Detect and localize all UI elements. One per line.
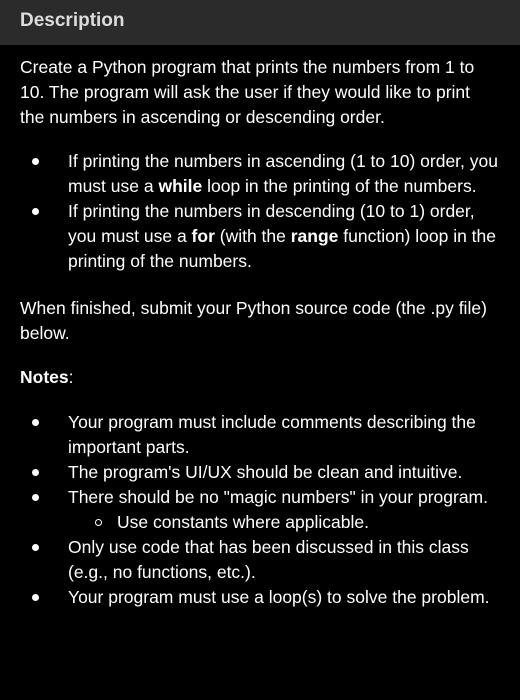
list-item: The program's UI/UX should be clean and intuitive. [20,460,498,485]
description-content [20,55,498,610]
notes-heading: Notes: [20,367,74,387]
description-header [0,0,520,45]
list-item-descending: If printing the numbers in descending (10 to 1) order, you must use a for (with the range function) loop in the printing of the numbers. [20,199,498,274]
list-item: Only use code that has been discussed in this class (e.g., no functions, etc.). [20,535,498,585]
notes-list [20,410,498,610]
notes-sub-list [68,510,498,535]
range-keyword: range [290,226,339,246]
list-item: Your program must include comments describing the important parts. [20,410,498,460]
sub-list-item: Use constants where applicable. [68,510,498,535]
list-item-ascending: If printing the numbers in ascending (1 to 10) order, you must use a while loop in the printing of the numbers. [20,149,498,199]
list-item-magic-numbers: There should be no "magic numbers" in your program. Use constants where applicable. [20,485,498,535]
loop-requirements-list [20,149,498,274]
list-item: Your program must use a loop(s) to solve the problem. [20,585,498,610]
while-keyword: while [158,176,203,196]
intro-paragraph: Create a Python program that prints the numbers from 1 to 10. The program will ask the user if they would like to print the numbers in ascending or descending order. [20,57,475,127]
description-title: Description [20,10,125,31]
submission-instructions: When finished, submit your Python source code (the .py file) below. [20,298,487,343]
for-keyword: for [191,226,215,246]
